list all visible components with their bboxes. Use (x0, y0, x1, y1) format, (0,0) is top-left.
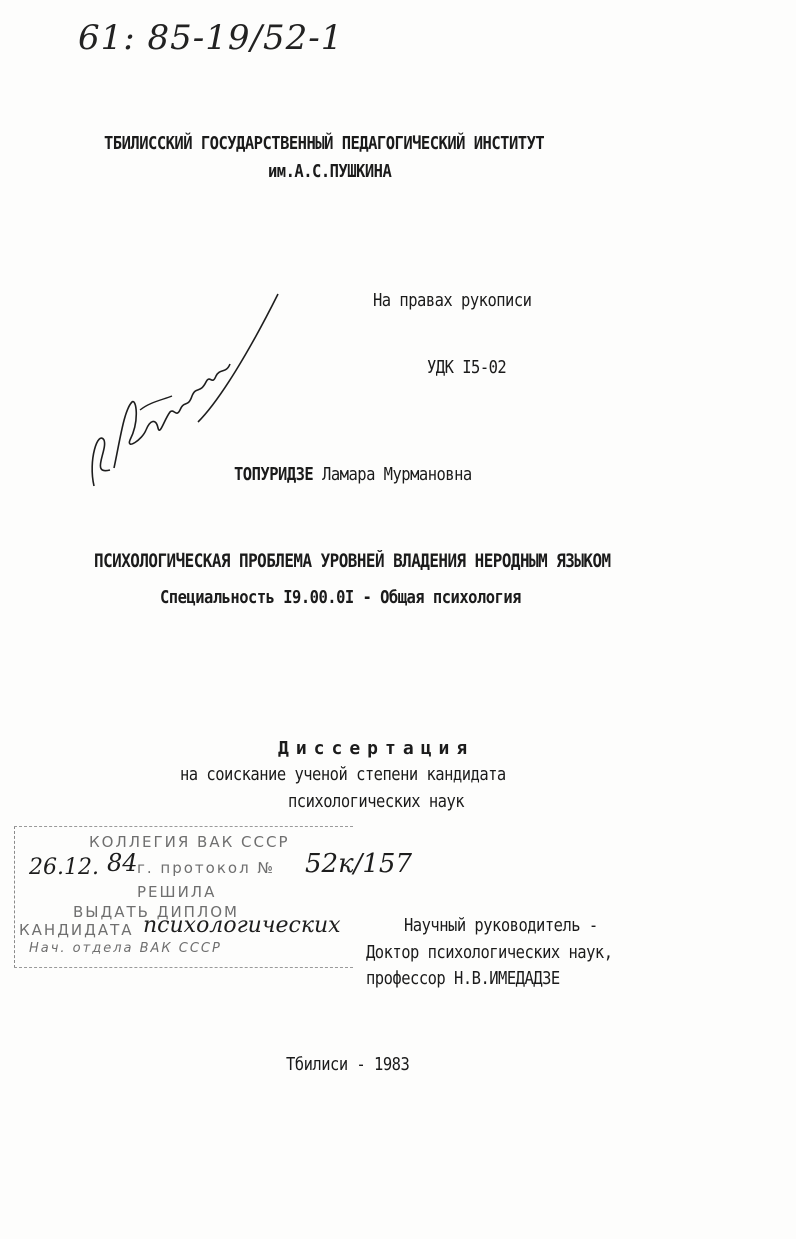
advisor-degree: Доктор психологических наук, (366, 942, 613, 963)
specialty: Специальность I9.00.0I - Общая психология (160, 587, 521, 608)
author-surname: ТОПУРИДЗЕ (234, 464, 314, 485)
stamp-date: 26.12. (29, 855, 99, 880)
stamp-line-5: КАНДИДАТА (19, 921, 134, 939)
advisor-role: Научный руководитель - (404, 915, 598, 936)
author-name (234, 464, 472, 485)
stamp-protocol-label: г. протокол № (137, 859, 276, 877)
archive-mark: 61: 85-19/52-1 (78, 18, 344, 58)
stamp-field: психологических (143, 913, 341, 938)
stamp-protocol-number: 52к/157 (305, 849, 412, 879)
manuscript-note: На правах рукописи (373, 290, 532, 311)
stamp-year: 84 (107, 849, 138, 877)
stamp-line-1: КОЛЛЕГИЯ ВАК СССР (89, 833, 290, 851)
dissertation-line-1: на соискание ученой степени кандидата (180, 764, 506, 785)
dissertation-heading: Диссертация (278, 738, 475, 759)
institution-name: ТБИЛИССКИЙ ГОСУДАРСТВЕННЫЙ ПЕДАГОГИЧЕСКИЙ ИНСТИТУТ (104, 133, 545, 154)
stamp-line-4: ВЫДАТЬ ДИПЛОМ (73, 903, 239, 921)
institution-named-after: им.А.С.ПУШКИНА (268, 161, 392, 182)
vak-stamp (14, 826, 412, 968)
dissertation-title: ПСИХОЛОГИЧЕСКАЯ ПРОБЛЕМА УРОВНЕЙ ВЛАДЕНИЯ НЕРОДНЫМ ЯЗЫКОМ (94, 551, 611, 572)
city-year: Тбилиси - 1983 (286, 1054, 410, 1075)
signature-text: Л. Топурия (100, 486, 106, 487)
author-signature (80, 290, 280, 490)
stamp-line-6: Нач. отдела ВАК СССР (29, 941, 222, 956)
dissertation-line-2: психологических наук (288, 791, 465, 812)
author-given-names: Ламара Мурмановна (322, 464, 472, 485)
stamp-line-3: РЕШИЛА (137, 883, 217, 901)
udc-code: УДК I5-02 (427, 357, 507, 378)
advisor-name: профессор Н.В.ИМЕДАДЗЕ (366, 968, 560, 989)
